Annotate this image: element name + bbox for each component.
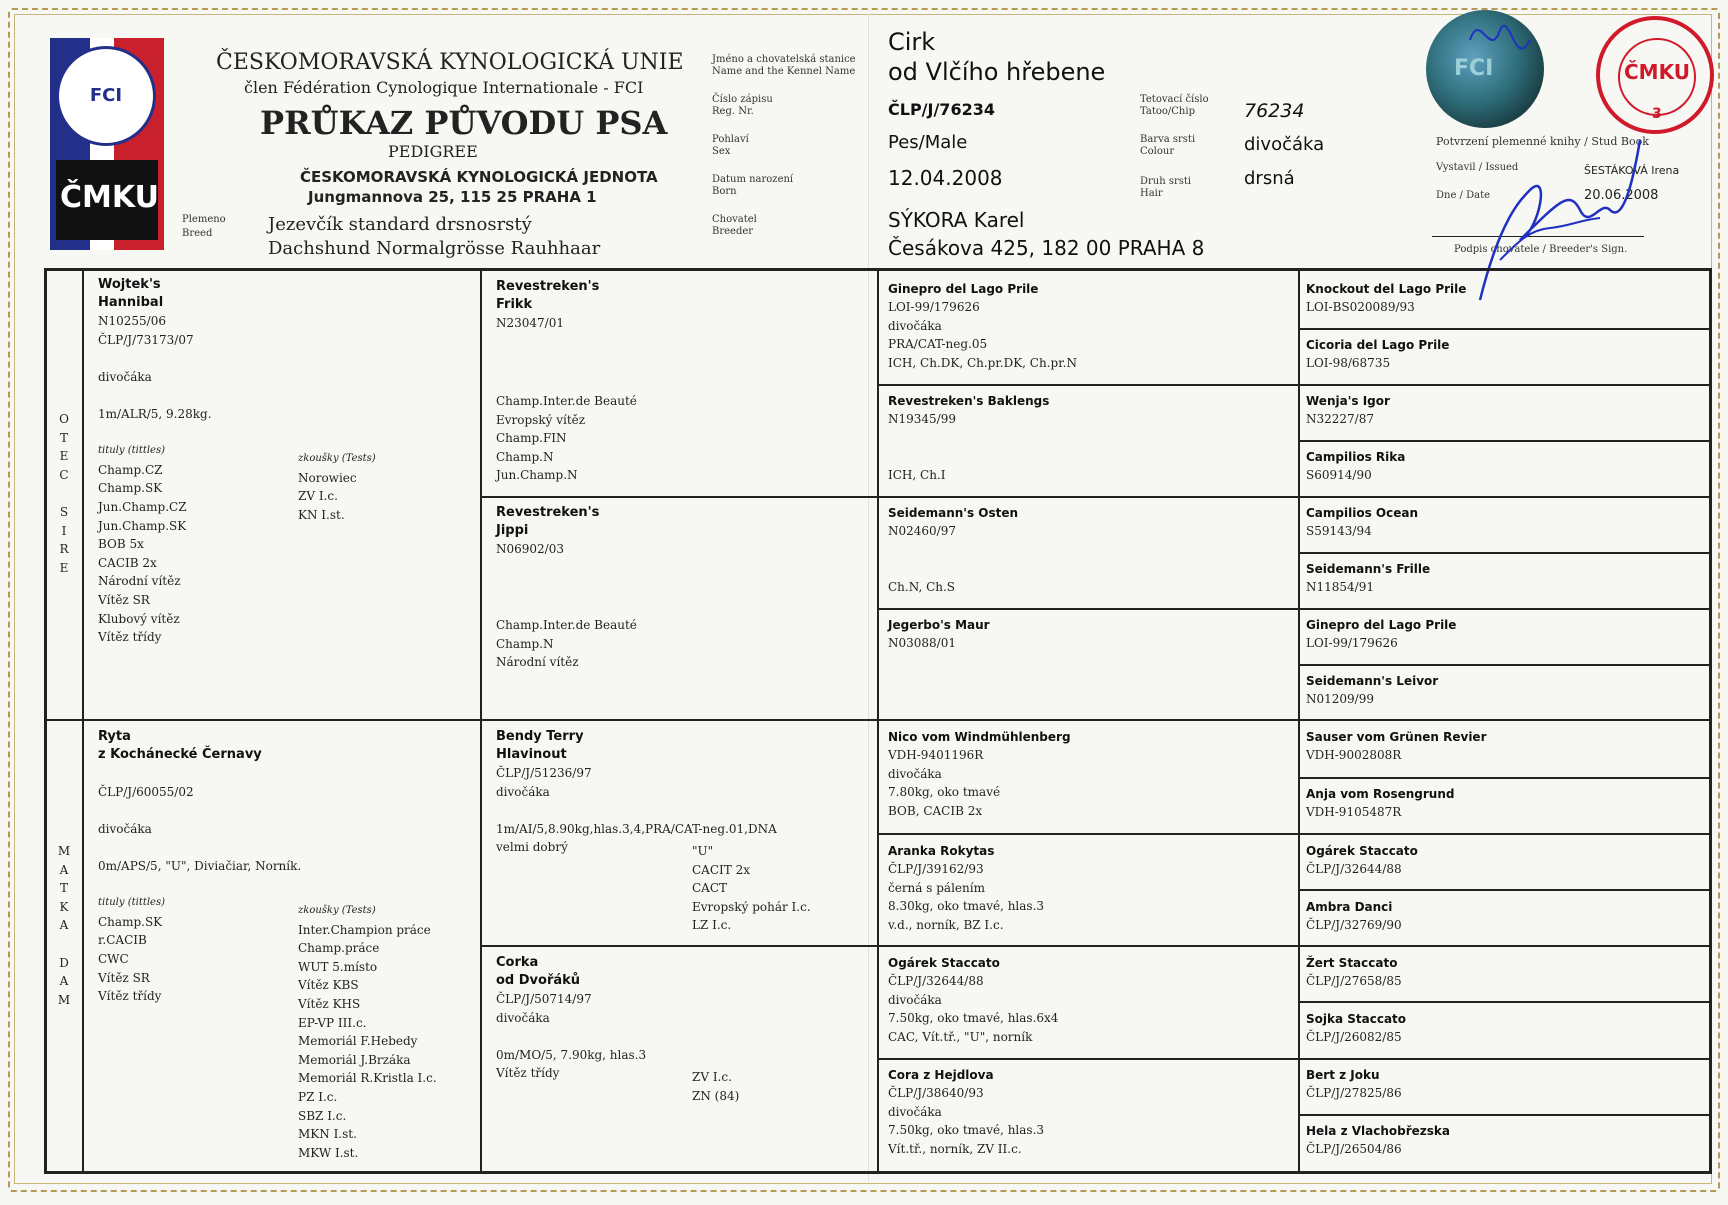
gen3-cell-8 bbox=[888, 1066, 1044, 1158]
dam-test: Inter.Champion práce bbox=[298, 922, 431, 937]
sire-test: Norowiec bbox=[298, 470, 357, 485]
date-value: 20.06.2008 bbox=[1584, 188, 1659, 203]
gen3-line: 7.50kg, oko tmavé, hlas.3 bbox=[888, 1123, 1045, 1138]
gen4-reg: ČLP/J/26082/85 bbox=[1306, 1030, 1402, 1044]
gen2-title: Jun.Champ.N bbox=[496, 468, 578, 483]
gen4-name: Seidemann's Leivor bbox=[1306, 674, 1439, 688]
fci-cmku-logo bbox=[50, 38, 164, 250]
gen2-title: Národní vítěz bbox=[496, 655, 579, 670]
sire-title: Jun.Champ.SK bbox=[98, 518, 187, 533]
dam-name-line1: Ryta bbox=[98, 729, 131, 744]
gen2-titles-1 bbox=[496, 392, 637, 485]
gen3-line: divočáka bbox=[888, 992, 942, 1007]
col-divider-1 bbox=[82, 270, 84, 1172]
issuer-address: Jungmannova 25, 115 25 PRAHA 1 bbox=[308, 188, 597, 206]
gen3-line: N19345/99 bbox=[888, 412, 956, 426]
gen2-name-line1: Revestreken's bbox=[496, 279, 600, 294]
colour-label-en: Colour bbox=[1140, 146, 1175, 157]
dam-name-line2: z Kochánecké Černavy bbox=[98, 747, 262, 762]
dam-line bbox=[98, 838, 301, 857]
hair-label-en: Hair bbox=[1140, 188, 1163, 199]
dog-name-line1: Cirk bbox=[888, 28, 936, 56]
reg-label-en: Reg. Nr. bbox=[712, 106, 754, 117]
gen2-title: ZV I.c. bbox=[692, 1070, 732, 1084]
gen4-name: Žert Staccato bbox=[1306, 956, 1398, 970]
dam-title: Vítěz třídy bbox=[98, 989, 162, 1004]
gen4-cell bbox=[1306, 672, 1438, 709]
gen4-cell bbox=[1306, 560, 1430, 597]
dam-test: SBZ I.c. bbox=[298, 1108, 347, 1123]
gen4-name: Wenja's Igor bbox=[1306, 394, 1390, 408]
tattoo-label: Tetovací číslo bbox=[1140, 94, 1209, 105]
gen2-line: N23047/01 bbox=[496, 316, 564, 330]
gen4-cell bbox=[1306, 954, 1402, 991]
row-divider-s5 bbox=[1300, 552, 1710, 554]
side-label-sire: O T E C S I R E bbox=[59, 412, 69, 575]
gen2-title: Champ.N bbox=[496, 449, 554, 464]
sex-label-en: Sex bbox=[712, 146, 731, 157]
gen2-name-line2: od Dvořáků bbox=[496, 973, 581, 988]
gen4-cell bbox=[1306, 1066, 1402, 1103]
gen2-titles-2 bbox=[496, 616, 637, 672]
gen3-line: v.d., norník, BZ I.c. bbox=[888, 917, 1004, 932]
breed-cz: Jezevčík standard drsnosrstý bbox=[268, 214, 532, 235]
gen4-reg: VDH-9105487R bbox=[1306, 805, 1402, 819]
sire-line bbox=[98, 349, 212, 368]
hair-label: Druh srsti bbox=[1140, 176, 1192, 187]
gen4-name: Seidemann's Frille bbox=[1306, 562, 1431, 576]
gen2-titles-3 bbox=[692, 842, 811, 935]
gen3-name: Cora z Hejdlova bbox=[888, 1068, 994, 1082]
gen2-title: Evropský pohár I.c. bbox=[692, 899, 811, 914]
sire-cell bbox=[98, 276, 212, 647]
sire-title: CACIB 2x bbox=[98, 555, 157, 570]
gen3-cell-2 bbox=[888, 392, 1049, 484]
sire-title: Vítěz SR bbox=[98, 592, 150, 607]
gen4-reg: VDH-9002808R bbox=[1306, 748, 1402, 762]
row-divider-q1 bbox=[482, 496, 1710, 498]
gen2-cell-3 bbox=[496, 728, 777, 857]
gen4-name: Sojka Staccato bbox=[1306, 1012, 1407, 1026]
hair-value: drsná bbox=[1244, 168, 1295, 189]
gen4-reg: ČLP/J/27658/85 bbox=[1306, 974, 1402, 988]
gen4-cell bbox=[1306, 898, 1402, 935]
date-label: Dne / Date bbox=[1436, 190, 1491, 201]
gen3-line: černá s pálením bbox=[888, 880, 985, 895]
gen3-line bbox=[888, 559, 1018, 578]
gen3-name: Aranka Rokytas bbox=[888, 844, 995, 858]
born-value: 12.04.2008 bbox=[888, 166, 1003, 190]
reg-label: Číslo zápisu bbox=[712, 94, 773, 105]
gen4-reg: LOI-98/68735 bbox=[1306, 356, 1391, 370]
gen4-reg: N32227/87 bbox=[1306, 412, 1374, 426]
sire-title: Klubový vítěz bbox=[98, 611, 180, 626]
gen2-titles-4 bbox=[692, 1068, 739, 1105]
row-divider-e3 bbox=[879, 608, 1710, 610]
fci-emblem: FCI bbox=[56, 46, 156, 146]
breeder-label-en: Breeder bbox=[712, 226, 754, 237]
sire-line: ČLP/J/73173/07 bbox=[98, 332, 194, 347]
gen2-title: ZN (84) bbox=[692, 1088, 740, 1103]
col-divider-3 bbox=[877, 270, 879, 1172]
gen3-line: ICH, Ch.DK, Ch.pr.DK, Ch.pr.N bbox=[888, 355, 1077, 370]
sign-label: Podpis chovatele / Breeder's Sign. bbox=[1454, 244, 1628, 255]
gen3-line: 8.30kg, oko tmavé, hlas.3 bbox=[888, 899, 1045, 914]
doc-title: PRŮKAZ PŮVODU PSA bbox=[260, 104, 668, 142]
breeder-label: Chovatel bbox=[712, 214, 757, 225]
row-divider-s7 bbox=[1300, 664, 1710, 666]
sire-line: N10255/06 bbox=[98, 314, 166, 328]
dam-title: CWC bbox=[98, 951, 129, 966]
sex-label: Pohlaví bbox=[712, 134, 749, 145]
org-name: ČESKOMORAVSKÁ KYNOLOGICKÁ UNIE bbox=[216, 50, 684, 75]
issued-label: Vystavil / Issued bbox=[1436, 162, 1519, 173]
dam-test: Memoriál F.Hebedy bbox=[298, 1034, 418, 1049]
row-divider-e7 bbox=[879, 1058, 1710, 1060]
gen3-line: Ch.N, Ch.S bbox=[888, 579, 956, 594]
gen3-line: N03088/01 bbox=[888, 636, 956, 650]
gen2-name-line2: Frikk bbox=[496, 297, 533, 312]
gen4-reg: ČLP/J/32644/88 bbox=[1306, 862, 1402, 876]
gen2-name-line1: Revestreken's bbox=[496, 505, 600, 520]
gen4-cell bbox=[1306, 842, 1418, 879]
dog-name-line2: od Vlčího hřebene bbox=[888, 58, 1106, 86]
sire-title: Champ.CZ bbox=[98, 462, 163, 477]
breed-de: Dachshund Normalgrösse Rauhhaar bbox=[268, 238, 601, 259]
born-label: Datum narození bbox=[712, 174, 794, 185]
dam-title: Champ.SK bbox=[98, 914, 163, 929]
gen3-line bbox=[888, 429, 1049, 448]
colour-label: Barva srsti bbox=[1140, 134, 1196, 145]
gen3-line: divočáka bbox=[888, 1104, 942, 1119]
gen4-cell bbox=[1306, 1010, 1406, 1047]
gen3-line: PRA/CAT-neg.05 bbox=[888, 337, 988, 352]
gen3-cell-6 bbox=[888, 842, 1044, 934]
gen4-reg: ČLP/J/32769/90 bbox=[1306, 918, 1402, 932]
gen2-title: Champ.Inter.de Beauté bbox=[496, 394, 637, 408]
sire-title: Jun.Champ.CZ bbox=[98, 499, 187, 514]
col-divider-4 bbox=[1298, 270, 1300, 1172]
gen2-title: "U" bbox=[692, 844, 714, 858]
gen2-name-line1: Corka bbox=[496, 955, 539, 970]
dam-tests-label: zkoušky (Tests) bbox=[298, 905, 376, 916]
gen4-name: Sauser vom Grünen Revier bbox=[1306, 730, 1487, 744]
sire-title: Vítěz třídy bbox=[98, 630, 162, 645]
gen2-cell-1 bbox=[496, 278, 599, 333]
gen2-line: 1m/AI/5,8.90kg,hlas.3,4,PRA/CAT-neg.01,DNA bbox=[496, 821, 777, 836]
gen4-name: Knockout del Lago Prile bbox=[1306, 282, 1467, 296]
row-divider-half bbox=[46, 719, 1710, 721]
gen3-line: Vít.tř., norník, ZV II.c. bbox=[888, 1141, 1022, 1156]
gen2-cell-2 bbox=[496, 504, 599, 559]
gen3-line: ČLP/J/32644/88 bbox=[888, 974, 984, 988]
gen4-cell bbox=[1306, 616, 1456, 653]
gen4-name: Ambra Danci bbox=[1306, 900, 1393, 914]
gen2-line: Vítěz třídy bbox=[496, 1066, 560, 1081]
sire-tests bbox=[298, 450, 376, 524]
breed-label-en: Breed bbox=[182, 228, 213, 239]
dam-test: WUT 5.místo bbox=[298, 959, 378, 974]
dam-line: divočáka bbox=[98, 821, 152, 836]
row-divider-s9 bbox=[1300, 777, 1710, 779]
gen2-line: ČLP/J/50714/97 bbox=[496, 992, 592, 1006]
row-divider-s15 bbox=[1300, 1114, 1710, 1116]
gen2-line: velmi dobrý bbox=[496, 840, 568, 855]
gen2-title: CACT bbox=[692, 881, 728, 896]
gen4-reg: ČLP/J/27825/86 bbox=[1306, 1086, 1402, 1100]
sex-value: Pes/Male bbox=[888, 132, 968, 153]
cmku-emblem: ČMKU bbox=[56, 160, 158, 240]
gen3-name: Nico vom Windmühlenberg bbox=[888, 730, 1071, 744]
gen4-reg: ČLP/J/26504/86 bbox=[1306, 1142, 1402, 1156]
gen2-line bbox=[496, 1027, 646, 1046]
dam-titles-label: tituly (tittles) bbox=[98, 897, 166, 909]
gen4-name: Anja vom Rosengrund bbox=[1306, 787, 1455, 801]
gen3-line: 7.50kg, oko tmavé, hlas.6x4 bbox=[888, 1011, 1059, 1026]
gen3-name: Ginepro del Lago Prile bbox=[888, 282, 1039, 296]
gen4-name: Cicoria del Lago Prile bbox=[1306, 338, 1450, 352]
dam-test: Vítěz KHS bbox=[298, 996, 361, 1011]
born-label-en: Born bbox=[712, 186, 737, 197]
gen2-line: divočáka bbox=[496, 1010, 550, 1025]
dam-title: Vítěz SR bbox=[98, 970, 150, 985]
gen4-name: Campilios Rika bbox=[1306, 450, 1406, 464]
col-divider-2 bbox=[480, 270, 482, 1172]
gen4-reg: LOI-99/179626 bbox=[1306, 636, 1398, 650]
dam-line bbox=[98, 801, 301, 820]
gen3-line: ICH, Ch.I bbox=[888, 467, 946, 482]
name-label: Jméno a chovatelská stanice bbox=[712, 54, 856, 65]
gen2-line: ČLP/J/51236/97 bbox=[496, 766, 592, 780]
row-divider-s3 bbox=[1300, 440, 1710, 442]
gen3-cell-5 bbox=[888, 728, 1071, 820]
fci-member-line: člen Fédération Cynologique Internationale - FCI bbox=[244, 78, 644, 97]
row-divider-e5 bbox=[879, 833, 1710, 835]
gen4-name: Hela z Vlachobřezska bbox=[1306, 1124, 1450, 1138]
hologram-seal: FCI bbox=[1426, 10, 1544, 128]
doc-subtitle: PEDIGREE bbox=[388, 142, 478, 161]
gen3-name: Revestreken's Baklengs bbox=[888, 394, 1050, 408]
dam-test: PZ I.c. bbox=[298, 1089, 338, 1104]
gen4-cell bbox=[1306, 785, 1454, 822]
gen4-reg: LOI-BS020089/93 bbox=[1306, 300, 1415, 314]
row-divider-e1 bbox=[879, 384, 1710, 386]
studbook-confirm-label: Potvrzení plemenné knihy / Stud Book bbox=[1436, 135, 1649, 148]
gen2-line: 0m/MO/5, 7.90kg, hlas.3 bbox=[496, 1047, 647, 1062]
gen3-line bbox=[888, 447, 1049, 466]
gen4-reg: N11854/91 bbox=[1306, 580, 1374, 594]
gen3-line: divočáka bbox=[888, 318, 942, 333]
sire-line: divočáka bbox=[98, 369, 152, 384]
gen3-cell-3 bbox=[888, 504, 1018, 596]
gen2-title: Champ.N bbox=[496, 636, 554, 651]
dam-cell bbox=[98, 728, 301, 1006]
gen3-cell-4 bbox=[888, 616, 990, 653]
gen4-cell bbox=[1306, 448, 1405, 485]
row-divider-q3 bbox=[482, 945, 1710, 947]
gen3-line: N02460/97 bbox=[888, 524, 956, 538]
gen4-cell bbox=[1306, 336, 1449, 373]
gen3-name: Ogárek Staccato bbox=[888, 956, 1000, 970]
sire-title: Champ.SK bbox=[98, 481, 163, 496]
gen2-name-line2: Hlavinout bbox=[496, 747, 567, 762]
gen3-line: LOI-99/179626 bbox=[888, 300, 980, 314]
gen4-reg: S59143/94 bbox=[1306, 524, 1372, 538]
gen2-line bbox=[496, 801, 777, 820]
dam-test: Vítěz KBS bbox=[298, 978, 359, 993]
dam-test: Memoriál J.Brzáka bbox=[298, 1052, 411, 1067]
gen3-line: VDH-9401196R bbox=[888, 748, 984, 762]
row-divider-s13 bbox=[1300, 1001, 1710, 1003]
tattoo-value: 76234 bbox=[1244, 100, 1305, 122]
breeder-name: SÝKORA Karel bbox=[888, 208, 1025, 232]
gen4-name: Bert z Joku bbox=[1306, 1068, 1380, 1082]
sire-titles-label: tituly (tittles) bbox=[98, 445, 166, 457]
gen3-cell-1 bbox=[888, 280, 1077, 372]
sire-name-line1: Wojtek's bbox=[98, 277, 161, 292]
row-divider-s1 bbox=[1300, 328, 1710, 330]
breeder-address: Česákova 425, 182 00 PRAHA 8 bbox=[888, 236, 1205, 260]
gen4-name: Ogárek Staccato bbox=[1306, 844, 1418, 858]
row-divider-s11 bbox=[1300, 889, 1710, 891]
reg-value: ČLP/J/76234 bbox=[888, 100, 995, 119]
gen2-title: Champ.FIN bbox=[496, 431, 567, 446]
gen4-cell bbox=[1306, 392, 1390, 429]
gen4-cell bbox=[1306, 280, 1466, 317]
dam-line bbox=[98, 764, 301, 783]
name-label-en: Name and the Kennel Name bbox=[712, 66, 856, 77]
gen3-line: 7.80kg, oko tmavé bbox=[888, 785, 1001, 800]
dam-test: MKN I.st. bbox=[298, 1127, 357, 1142]
gen4-cell bbox=[1306, 728, 1487, 765]
dam-test: MKW I.st. bbox=[298, 1145, 359, 1160]
gen4-name: Campilios Ocean bbox=[1306, 506, 1418, 520]
breed-label: Plemeno bbox=[182, 214, 226, 225]
dam-tests bbox=[298, 902, 437, 1162]
gen3-line: divočáka bbox=[888, 766, 942, 781]
sire-title: Národní vítěz bbox=[98, 574, 181, 589]
side-label-dam: M A T K A D A M bbox=[57, 844, 71, 1007]
sire-title: BOB 5x bbox=[98, 537, 144, 552]
gen3-line: CAC, Vít.tř., "U", norník bbox=[888, 1029, 1033, 1044]
gen4-reg: N01209/99 bbox=[1306, 692, 1374, 706]
issuer-name: ČESKOMORAVSKÁ KYNOLOGICKÁ JEDNOTA bbox=[300, 168, 658, 186]
gen4-reg: S60914/90 bbox=[1306, 468, 1372, 482]
gen3-name: Seidemann's Osten bbox=[888, 506, 1019, 520]
gen3-cell-7 bbox=[888, 954, 1058, 1046]
sire-line: 1m/ALR/5, 9.28kg. bbox=[98, 406, 212, 421]
gen3-line: BOB, CACIB 2x bbox=[888, 803, 983, 818]
signature bbox=[1460, 0, 1660, 310]
sire-test: ZV I.c. bbox=[298, 489, 338, 504]
gen2-title: CACIT 2x bbox=[692, 862, 750, 877]
dam-test: Champ.práce bbox=[298, 941, 380, 956]
dam-test: EP-VP III.c. bbox=[298, 1015, 367, 1030]
issued-value: ŠESTÁKOVÁ Irena bbox=[1584, 164, 1680, 177]
gen2-title: LZ I.c. bbox=[692, 918, 732, 933]
gen2-title: Champ.Inter.de Beauté bbox=[496, 618, 637, 632]
sire-test: KN I.st. bbox=[298, 507, 345, 522]
gen3-name: Jegerbo's Maur bbox=[888, 618, 990, 632]
gen2-name-line2: Jippi bbox=[496, 523, 529, 538]
gen2-line: divočáka bbox=[496, 784, 550, 799]
gen2-name-line1: Bendy Terry bbox=[496, 729, 584, 744]
gen3-line: ČLP/J/38640/93 bbox=[888, 1086, 984, 1100]
gen2-title: Evropský vítěz bbox=[496, 412, 586, 427]
gen4-name: Ginepro del Lago Prile bbox=[1306, 618, 1457, 632]
studbook-stamp: ČMKU 3 bbox=[1596, 16, 1714, 134]
tattoo-label-en: Tatoo/Chip bbox=[1140, 106, 1195, 117]
sire-name-line2: Hannibal bbox=[98, 295, 164, 310]
gen4-cell bbox=[1306, 504, 1418, 541]
dam-line: ČLP/J/60055/02 bbox=[98, 784, 194, 799]
sire-line bbox=[98, 386, 212, 405]
colour-value: divočáka bbox=[1244, 134, 1325, 155]
gen2-cell-4 bbox=[496, 954, 646, 1083]
dam-title: r.CACIB bbox=[98, 933, 147, 948]
gen3-line: ČLP/J/39162/93 bbox=[888, 862, 984, 876]
gen2-line: N06902/03 bbox=[496, 542, 564, 556]
dam-line: 0m/APS/5, "U", Diviačiar, Norník. bbox=[98, 858, 302, 873]
gen3-line bbox=[888, 541, 1018, 560]
sire-tests-label: zkoušky (Tests) bbox=[298, 453, 376, 464]
gen4-cell bbox=[1306, 1122, 1450, 1159]
dam-test: Memoriál R.Kristla I.c. bbox=[298, 1071, 437, 1086]
